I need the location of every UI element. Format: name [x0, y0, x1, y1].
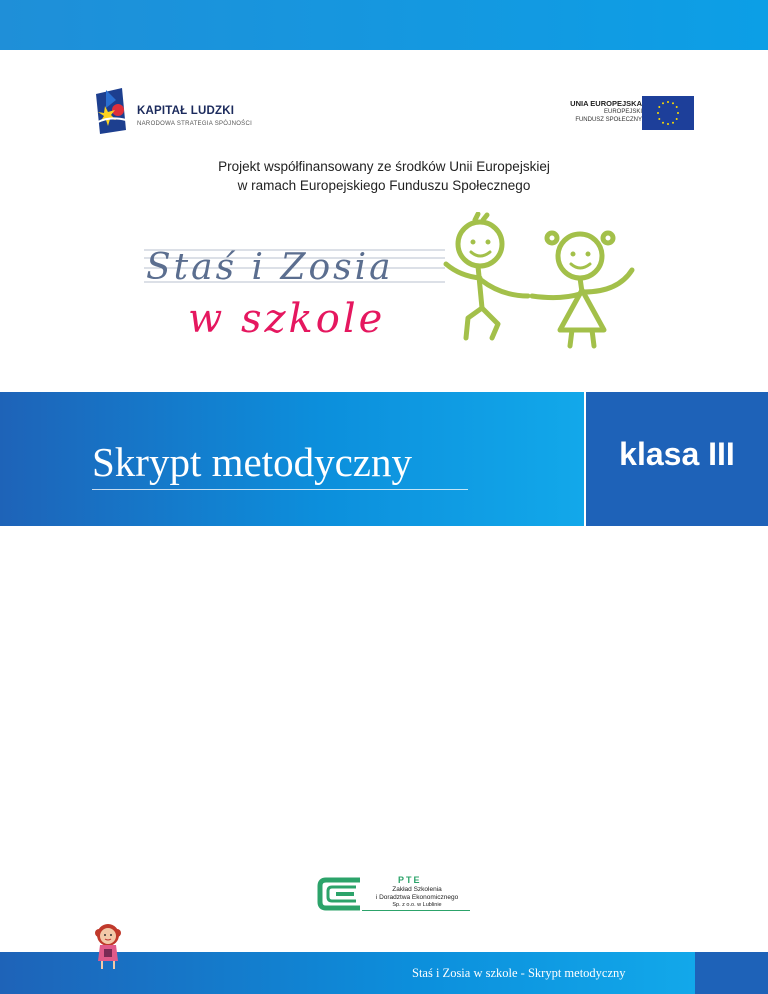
eu-text [570, 99, 642, 124]
document-title: Skrypt metodyczny [92, 439, 412, 485]
girl-figure-icon [532, 233, 632, 346]
kapital-ludzki-emblem-icon [92, 86, 132, 136]
eu-title: UNIA EUROPEJSKA [570, 99, 642, 108]
pte-line-2: i Doradztwa Ekonomicznego [375, 894, 459, 901]
boy-figure-icon [446, 214, 528, 338]
eu-fund-line-1: EUROPEJSKI [603, 109, 642, 115]
cofinance-line-1: Projekt współfinansowany ze środków Unii Europejskiej [218, 159, 550, 174]
cofinance-statement [0, 157, 768, 195]
title-artwork [140, 212, 650, 352]
footer-title: Staś i Zosia w szkole - Skrypt metodyczny [412, 966, 626, 980]
eu-logo [548, 96, 698, 130]
eu-fund-line-2: FUNDUSZ SPOŁECZNY [575, 117, 642, 123]
pte-line-3: Sp. z o.o. w Lublinie [392, 902, 442, 908]
pte-rule [362, 910, 470, 911]
kapital-ludzki-title: KAPITAŁ LUDZKI [137, 105, 235, 117]
cofinance-line-2: w ramach Europejskiego Funduszu Społecznego [237, 178, 531, 193]
kapital-ludzki-subtitle: NARODOWA STRATEGIA SPÓJNOŚCI [137, 121, 253, 127]
title-art-line-2: w szkole [188, 296, 386, 342]
girl-mascot-icon [90, 921, 126, 971]
top-bar [0, 0, 768, 50]
pte-logo [316, 876, 472, 912]
pte-emblem-icon [316, 876, 366, 912]
footer-corner [695, 952, 768, 994]
eu-flag-icon [642, 96, 694, 130]
class-label: klasa III [619, 436, 735, 472]
kapital-ludzki-logo [92, 86, 272, 136]
title-underline [92, 489, 468, 490]
class-box [586, 392, 768, 526]
title-art-line-1: Staś i Zosia [146, 247, 394, 288]
pte-name: PTE [398, 875, 422, 885]
pte-line-1: Zakład Szkolenia [392, 886, 442, 893]
